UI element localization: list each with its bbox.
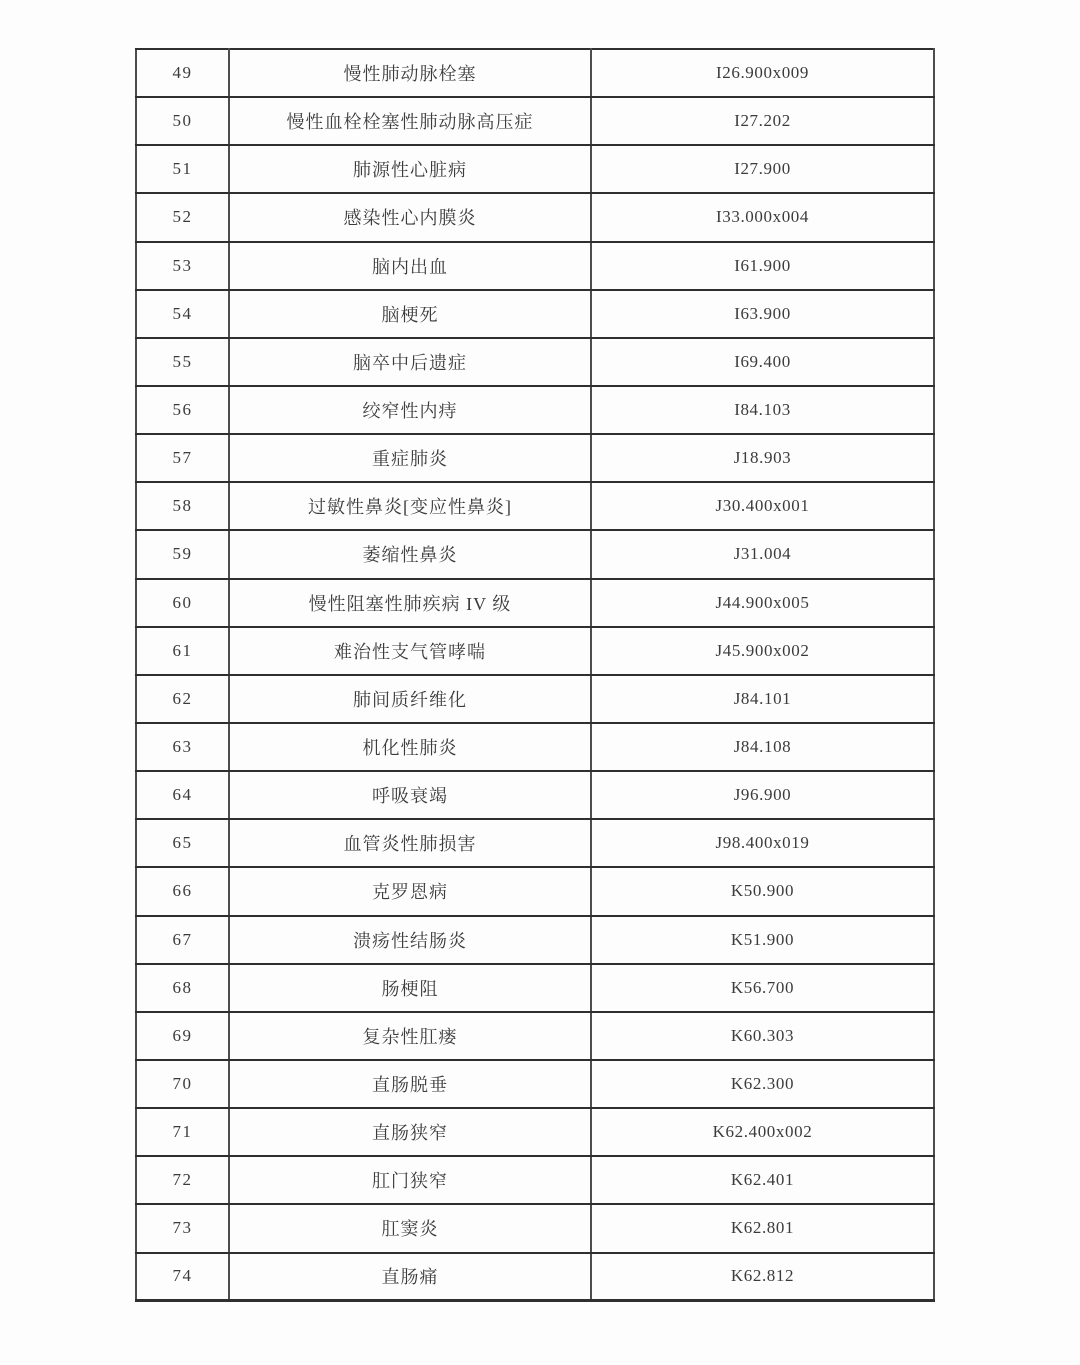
disease-name-cell: 肛窦炎	[229, 1204, 591, 1252]
disease-name-cell: 慢性血栓栓塞性肺动脉高压症	[229, 97, 591, 145]
icd-code-cell: K62.400x002	[591, 1108, 934, 1156]
table-row	[136, 964, 934, 1012]
icd-code-cell: I27.202	[591, 97, 934, 145]
row-number-cell: 53	[136, 242, 229, 290]
row-number-cell: 61	[136, 627, 229, 675]
row-number-cell: 56	[136, 386, 229, 434]
icd-code-cell: I27.900	[591, 145, 934, 193]
row-number-cell: 52	[136, 193, 229, 241]
table-row	[136, 771, 934, 819]
row-number-cell: 57	[136, 434, 229, 482]
disease-name-cell: 脑内出血	[229, 242, 591, 290]
icd-code-cell: I84.103	[591, 386, 934, 434]
table-row	[136, 193, 934, 241]
row-number-cell: 60	[136, 579, 229, 627]
row-number-cell: 58	[136, 482, 229, 530]
icd-code-cell: I26.900x009	[591, 49, 934, 97]
disease-name-cell: 慢性阻塞性肺疾病 IV 级	[229, 579, 591, 627]
icd-code-cell: J18.903	[591, 434, 934, 482]
disease-name-cell: 机化性肺炎	[229, 723, 591, 771]
disease-name-cell: 脑梗死	[229, 290, 591, 338]
row-number-cell: 73	[136, 1204, 229, 1252]
icd-table-container	[135, 48, 935, 1302]
table-row	[136, 867, 934, 915]
disease-name-cell: 脑卒中后遗症	[229, 338, 591, 386]
icd-code-cell: I63.900	[591, 290, 934, 338]
row-number-cell: 65	[136, 819, 229, 867]
table-row	[136, 627, 934, 675]
row-number-cell: 70	[136, 1060, 229, 1108]
icd-code-cell: K62.300	[591, 1060, 934, 1108]
table-row	[136, 530, 934, 578]
table-row	[136, 1253, 934, 1301]
icd-code-cell: J44.900x005	[591, 579, 934, 627]
icd-code-cell: J31.004	[591, 530, 934, 578]
table-row	[136, 49, 934, 97]
disease-name-cell: 绞窄性内痔	[229, 386, 591, 434]
disease-name-cell: 克罗恩病	[229, 867, 591, 915]
disease-name-cell: 肺源性心脏病	[229, 145, 591, 193]
table-row	[136, 434, 934, 482]
row-number-cell: 59	[136, 530, 229, 578]
disease-name-cell: 难治性支气管哮喘	[229, 627, 591, 675]
icd-table	[135, 48, 935, 1302]
disease-name-cell: 直肠狭窄	[229, 1108, 591, 1156]
disease-name-cell: 慢性肺动脉栓塞	[229, 49, 591, 97]
icd-table-body	[136, 49, 934, 1301]
row-number-cell: 62	[136, 675, 229, 723]
table-row	[136, 482, 934, 530]
table-row	[136, 145, 934, 193]
icd-code-cell: K62.801	[591, 1204, 934, 1252]
icd-code-cell: I69.400	[591, 338, 934, 386]
row-number-cell: 66	[136, 867, 229, 915]
icd-code-cell: K60.303	[591, 1012, 934, 1060]
icd-code-cell: J84.108	[591, 723, 934, 771]
disease-name-cell: 直肠脱垂	[229, 1060, 591, 1108]
row-number-cell: 55	[136, 338, 229, 386]
row-number-cell: 63	[136, 723, 229, 771]
table-row	[136, 675, 934, 723]
table-row	[136, 242, 934, 290]
icd-code-cell: K62.812	[591, 1253, 934, 1301]
disease-name-cell: 肛门狭窄	[229, 1156, 591, 1204]
icd-code-cell: J30.400x001	[591, 482, 934, 530]
icd-code-cell: K62.401	[591, 1156, 934, 1204]
disease-name-cell: 感染性心内膜炎	[229, 193, 591, 241]
icd-code-cell: J84.101	[591, 675, 934, 723]
disease-name-cell: 溃疡性结肠炎	[229, 916, 591, 964]
icd-code-cell: J96.900	[591, 771, 934, 819]
row-number-cell: 74	[136, 1253, 229, 1301]
disease-name-cell: 过敏性鼻炎[变应性鼻炎]	[229, 482, 591, 530]
disease-name-cell: 呼吸衰竭	[229, 771, 591, 819]
icd-code-cell: K50.900	[591, 867, 934, 915]
row-number-cell: 64	[136, 771, 229, 819]
table-row	[136, 386, 934, 434]
table-row	[136, 1156, 934, 1204]
disease-name-cell: 血管炎性肺损害	[229, 819, 591, 867]
table-row	[136, 579, 934, 627]
row-number-cell: 69	[136, 1012, 229, 1060]
table-row	[136, 916, 934, 964]
disease-name-cell: 复杂性肛瘘	[229, 1012, 591, 1060]
table-row	[136, 1060, 934, 1108]
row-number-cell: 50	[136, 97, 229, 145]
row-number-cell: 54	[136, 290, 229, 338]
table-row	[136, 1204, 934, 1252]
disease-name-cell: 萎缩性鼻炎	[229, 530, 591, 578]
disease-name-cell: 肠梗阻	[229, 964, 591, 1012]
table-row	[136, 819, 934, 867]
icd-code-cell: K56.700	[591, 964, 934, 1012]
row-number-cell: 68	[136, 964, 229, 1012]
icd-code-cell: J98.400x019	[591, 819, 934, 867]
disease-name-cell: 重症肺炎	[229, 434, 591, 482]
icd-code-cell: I33.000x004	[591, 193, 934, 241]
icd-code-cell: K51.900	[591, 916, 934, 964]
row-number-cell: 67	[136, 916, 229, 964]
table-row	[136, 290, 934, 338]
row-number-cell: 49	[136, 49, 229, 97]
row-number-cell: 72	[136, 1156, 229, 1204]
table-row	[136, 338, 934, 386]
disease-name-cell: 肺间质纤维化	[229, 675, 591, 723]
row-number-cell: 51	[136, 145, 229, 193]
table-row	[136, 723, 934, 771]
icd-code-cell: I61.900	[591, 242, 934, 290]
table-row	[136, 97, 934, 145]
table-row	[136, 1012, 934, 1060]
icd-code-cell: J45.900x002	[591, 627, 934, 675]
table-row	[136, 1108, 934, 1156]
row-number-cell: 71	[136, 1108, 229, 1156]
disease-name-cell: 直肠痛	[229, 1253, 591, 1301]
